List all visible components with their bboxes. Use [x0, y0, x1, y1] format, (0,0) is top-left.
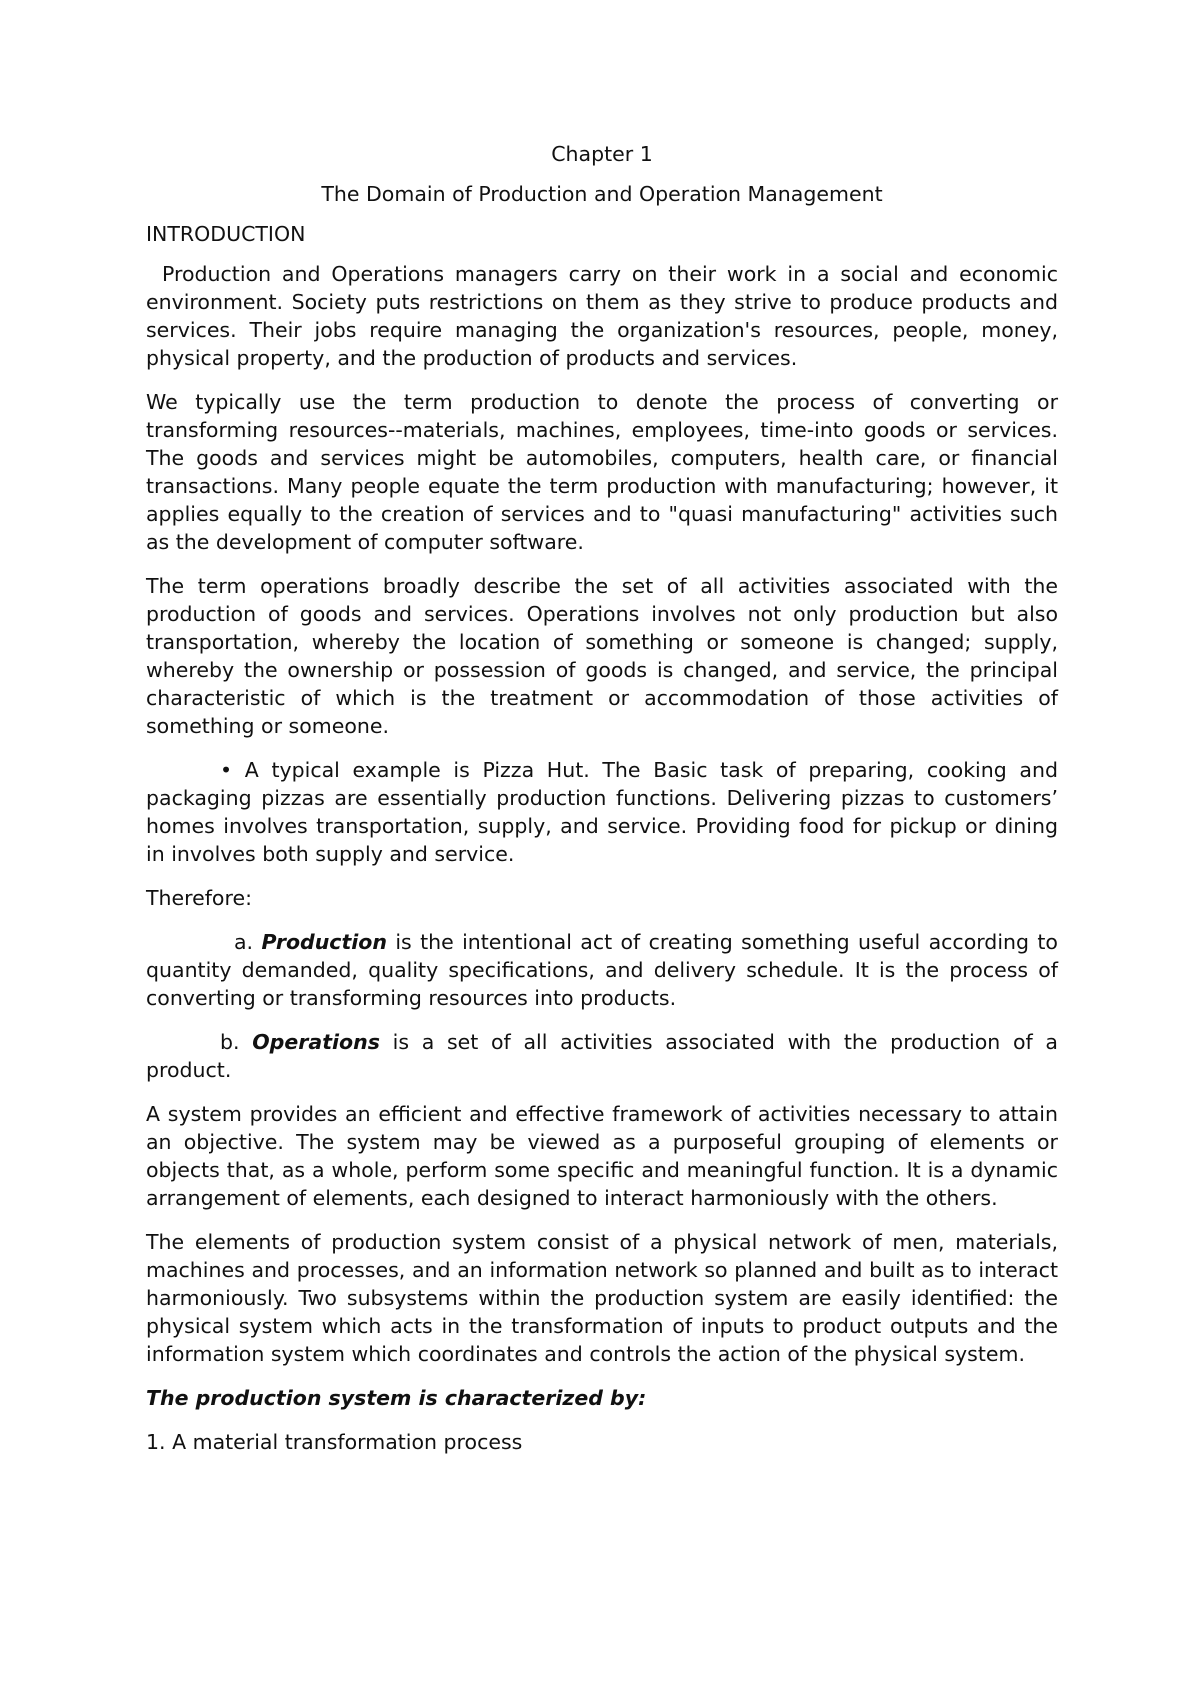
pizza-example-bullet — [146, 756, 1058, 868]
item-b-text: is a set of all activities associated with the production of a product. — [146, 1030, 1058, 1082]
characterized-heading: The production system is characterized by: — [146, 1386, 647, 1410]
bullet-marker: • — [220, 758, 233, 782]
production-definition-paragraph: We typically use the term production to denote the process of converting or transforming resources--materials, machines, employees, time-into goods or services. The goods and services might be automobiles, computers, health care, or financial transactions. Many people equate the term production with manufacturing; however, it applies equally to the creation of services and to "quasi manufacturing" activities such as the development of computer software. — [146, 390, 1058, 554]
list-item-1: 1. A material transformation process — [146, 1430, 523, 1454]
item-a-text: is the intentional act of creating something useful according to quantity demanded, quality specifications, and delivery schedule. It is the process of converting or transforming resources into products. — [146, 930, 1058, 1010]
item-a-paragraph — [146, 928, 1058, 1012]
chapter-title: The Domain of Production and Operation Management — [321, 182, 883, 206]
system-paragraph: A system provides an efficient and effective framework of activities necessary to attain an objective. The system may be viewed as a purposeful grouping of elements or objects that, as a whole, perform some specific and meaningful function. It is a dynamic arrangement of elements, each designed to interact harmoniously with the others. — [146, 1102, 1058, 1210]
section-heading: INTRODUCTION — [146, 222, 306, 246]
item-b-paragraph — [146, 1028, 1058, 1084]
document-page — [146, 140, 1058, 1472]
therefore-label: Therefore: — [146, 886, 252, 910]
intro-paragraph: Production and Operations managers carry on their work in a social and economic environment. Society puts restrictions on them as they strive to produce products and services. Their jobs require managing the organization's resources, people, money, physical property, and the production of products and services. — [146, 262, 1058, 370]
item-b-marker: b. — [220, 1030, 240, 1054]
bullet-text: A typical example is Pizza Hut. The Basic task of preparing, cooking and packaging pizzas are essentially production functions. Delivering pizzas to customers’ homes involves transportation, supply, and service. Providing food for pickup or dining in involves both supply and service. — [146, 758, 1058, 866]
operations-definition-paragraph: The term operations broadly describe the set of all activities associated with the production of goods and services. Operations involves not only production but also transportation, whereby the location of something or someone is changed; supply, whereby the ownership or possession of goods is changed, and service, the principal characteristic of which is the treatment or accommodation of those activities of something or someone. — [146, 574, 1058, 738]
production-system-elements-paragraph: The elements of production system consist of a physical network of men, materials, machines and processes, and an information network so planned and built as to interact harmoniously. Two subsystems within the production system are easily identified: the physical system which acts in the transformation of inputs to product outputs and the information system which coordinates and controls the action of the physical system. — [146, 1230, 1058, 1366]
item-b-term: Operations — [252, 1030, 380, 1054]
item-a-marker: a. — [234, 930, 254, 954]
item-a-term: Production — [261, 930, 387, 954]
chapter-number: Chapter 1 — [551, 142, 653, 166]
